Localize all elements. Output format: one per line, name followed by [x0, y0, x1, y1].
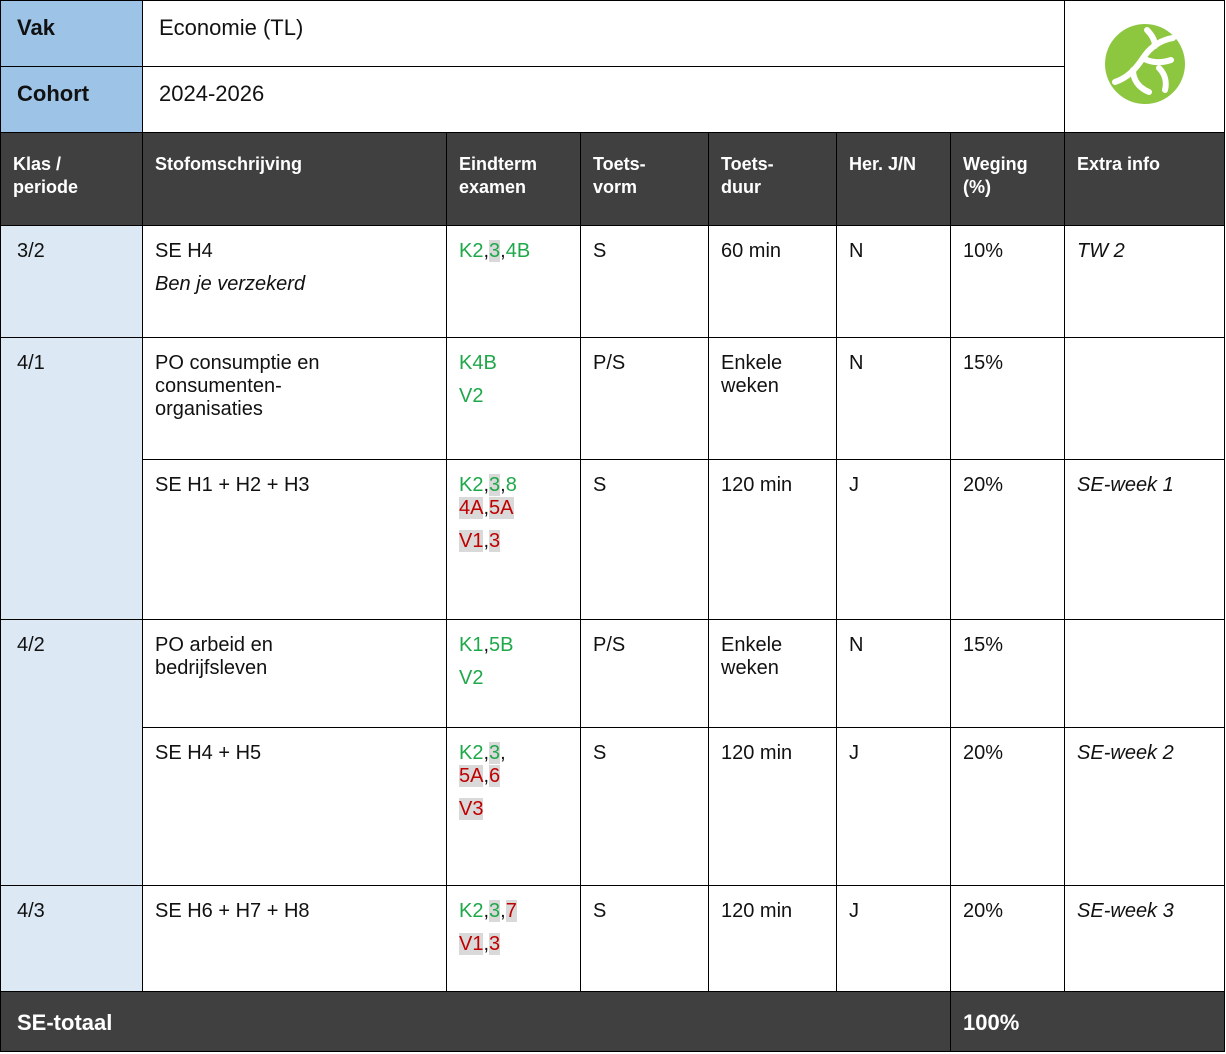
klas-periode-cell: 3/2 — [1, 226, 143, 338]
stof-cell: SE H6 + H7 + H8 — [143, 886, 447, 992]
stof-cell — [143, 338, 447, 460]
school-logo — [1065, 1, 1225, 133]
total-row — [1, 992, 1225, 1052]
toetsduur-line: Enkele — [721, 352, 783, 374]
extra-info-cell: SE-week 2 — [1065, 728, 1225, 886]
column-header-row — [1, 133, 1225, 226]
table-row — [1, 620, 1225, 728]
tree-leaf-logo-icon — [1103, 22, 1187, 106]
table-row — [1, 886, 1225, 992]
stof-cell — [143, 620, 447, 728]
eindterm-code: 3 — [489, 240, 501, 262]
col-eindterm — [447, 133, 581, 226]
eindterm-code: K2 — [459, 742, 484, 764]
col-toetsduur — [709, 133, 837, 226]
eindterm-cell — [447, 338, 581, 460]
col-klas-line2: periode — [13, 177, 79, 197]
toetsvorm-cell: S — [581, 460, 709, 620]
eindterm-code: V1 — [459, 530, 484, 552]
col-klas-periode — [1, 133, 143, 226]
klas-periode-cell: 4/3 — [1, 886, 143, 992]
klas-periode-cell: 4/2 — [1, 620, 143, 886]
klas-periode-cell: 4/1 — [1, 338, 143, 620]
eindterm-cell: K2,3,7 V1,3 — [447, 886, 581, 992]
eindterm-code: 3 — [489, 530, 501, 552]
eindterm-code: 7 — [505, 900, 517, 922]
toetsduur-line: Enkele — [721, 634, 783, 656]
col-weging-line1: Weging — [963, 154, 1028, 174]
vak-value: Economie (TL) — [143, 1, 1065, 67]
stof-line: organisaties — [155, 398, 263, 420]
toetsduur-line: weken — [721, 657, 779, 679]
extra-info-cell — [1065, 338, 1225, 460]
stof-line: PO consumptie en — [155, 352, 320, 374]
eindterm-code: K2 — [459, 474, 484, 496]
stof-line: bedrijfsleven — [155, 657, 268, 679]
eindterm-code: V2 — [459, 667, 484, 689]
eindterm-cell: K2,3,4B — [447, 226, 581, 338]
stof-line: consumenten- — [155, 375, 282, 397]
col-eindterm-line2: examen — [459, 177, 527, 197]
toetsduur-cell — [709, 338, 837, 460]
toetsvorm-cell: P/S — [581, 338, 709, 460]
eindterm-code: 5B — [489, 634, 514, 656]
table-row — [1, 226, 1225, 338]
extra-info-cell — [1065, 620, 1225, 728]
eindterm-code: 3 — [489, 933, 501, 955]
extra-info-cell: SE-week 3 — [1065, 886, 1225, 992]
toetsvorm-cell: S — [581, 226, 709, 338]
col-klas-line1: Klas / — [13, 154, 62, 174]
col-toetsduur-line1: Toets- — [721, 154, 774, 174]
eindterm-code: 6 — [489, 765, 501, 787]
herkansing-cell: J — [837, 728, 951, 886]
toetsvorm-cell: S — [581, 728, 709, 886]
herkansing-cell: N — [837, 226, 951, 338]
eindterm-code: V3 — [459, 798, 484, 820]
weging-cell: 20% — [951, 728, 1065, 886]
col-weging-line2: (%) — [963, 177, 991, 197]
herkansing-cell: N — [837, 620, 951, 728]
herkansing-cell: N — [837, 338, 951, 460]
toetsduur-cell: 120 min — [709, 728, 837, 886]
vak-label: Vak — [1, 1, 143, 67]
col-herkansing: Her. J/N — [837, 133, 951, 226]
toetsvorm-cell: S — [581, 886, 709, 992]
col-toetsduur-line2: duur — [721, 177, 761, 197]
toetsduur-cell: 120 min — [709, 460, 837, 620]
toetsduur-cell: 120 min — [709, 886, 837, 992]
eindterm-code: 3 — [489, 900, 501, 922]
col-toetsvorm-line1: Toets- — [593, 154, 646, 174]
eindterm-cell: K2,3,8 4A,5A V1,3 — [447, 460, 581, 620]
eindterm-code: 4A — [459, 497, 484, 519]
weging-cell: 15% — [951, 338, 1065, 460]
stof-cell — [143, 226, 447, 338]
col-toetsvorm-line2: vorm — [593, 177, 638, 197]
eindterm-code: 5A — [489, 497, 514, 519]
cohort-value: 2024-2026 — [143, 67, 1065, 133]
toetsvorm-cell: P/S — [581, 620, 709, 728]
eindterm-code: V2 — [459, 385, 484, 407]
eindterm-code: 5A — [459, 765, 484, 787]
table-row — [1, 460, 1225, 620]
toetsduur-line: weken — [721, 375, 779, 397]
table-row — [1, 338, 1225, 460]
extra-info-cell: TW 2 — [1065, 226, 1225, 338]
table-row — [1, 728, 1225, 886]
eindterm-code: K1 — [459, 634, 484, 656]
weging-cell: 20% — [951, 460, 1065, 620]
cohort-label: Cohort — [1, 67, 143, 133]
herkansing-cell: J — [837, 886, 951, 992]
eindterm-code: 8 — [505, 474, 517, 496]
toetsduur-cell: 60 min — [709, 226, 837, 338]
eindterm-cell: K1,5B V2 — [447, 620, 581, 728]
herkansing-cell: J — [837, 460, 951, 620]
col-toetsvorm — [581, 133, 709, 226]
toetsduur-cell — [709, 620, 837, 728]
col-eindterm-line1: Eindterm — [459, 154, 538, 174]
total-label: SE-totaal — [1, 992, 951, 1052]
stof-line: PO arbeid en — [155, 634, 273, 656]
eindterm-code: V1 — [459, 933, 484, 955]
eindterm-code: K4B — [459, 352, 497, 374]
vak-row — [1, 1, 1225, 67]
weging-cell: 20% — [951, 886, 1065, 992]
stof-subtitle: Ben je verzekerd — [155, 273, 306, 295]
col-stofomschrijving: Stofomschrijving — [143, 133, 447, 226]
eindterm-code: K2 — [459, 900, 484, 922]
col-extra-info: Extra info — [1065, 133, 1225, 226]
stof-cell: SE H1 + H2 + H3 — [143, 460, 447, 620]
eindterm-cell: K2,3, 5A,6 V3 — [447, 728, 581, 886]
extra-info-cell: SE-week 1 — [1065, 460, 1225, 620]
stof-line: SE H4 — [155, 240, 213, 262]
eindterm-code: K2 — [459, 240, 484, 262]
eindterm-code: 3 — [489, 742, 501, 764]
total-value: 100% — [951, 992, 1225, 1052]
stof-cell: SE H4 + H5 — [143, 728, 447, 886]
eindterm-code: 4B — [505, 240, 531, 262]
cohort-row — [1, 67, 1225, 133]
eindterm-code: 3 — [489, 474, 501, 496]
weging-cell: 10% — [951, 226, 1065, 338]
weging-cell: 15% — [951, 620, 1065, 728]
col-weging — [951, 133, 1065, 226]
